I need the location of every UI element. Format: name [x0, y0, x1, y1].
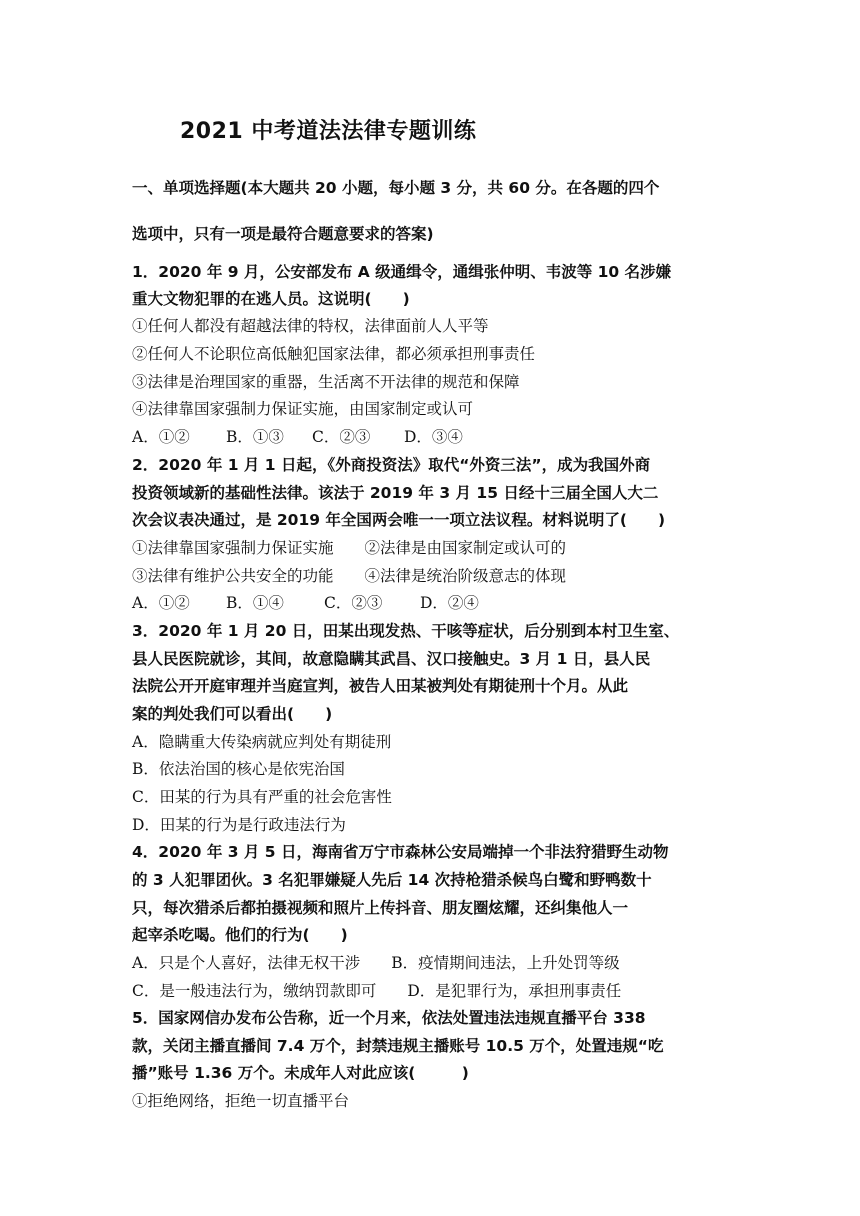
question-3-option-a: A．隐瞒重大传染病就应判处有期徒刑: [132, 733, 392, 751]
question-1-choice-a: A．①②: [132, 428, 190, 446]
question-2-choice-b: B．①④: [226, 594, 284, 612]
question-2-stem-line-1: 2．2020 年 1 月 1 日起，《外商投资法》取代“外资三法”，成为我国外商: [132, 456, 651, 474]
question-3-option-b: B．依法治国的核心是依宪治国: [132, 760, 345, 778]
question-3-stem-line-1: 3．2020 年 1 月 20 日，田某出现发热、干咳等症状，后分别到本村卫生室、: [132, 622, 680, 640]
question-1-item-4: ④法律靠国家强制力保证实施，由国家制定或认可: [132, 400, 474, 418]
question-5-stem-line-1: 5．国家网信办发布公告称，近一个月来，依法处置违法违规直播平台 338: [132, 1009, 646, 1027]
question-1-choice-b: B．①③: [226, 428, 284, 446]
question-4-stem-line-2: 的 3 人犯罪团伙。3 名犯罪嫌疑人先后 14 次持枪猎杀候鸟白鹭和野鸭数十: [132, 871, 652, 889]
question-2-choice-a: A．①②: [132, 594, 190, 612]
question-2-stem-line-2: 投资领域新的基础性法律。该法于 2019 年 3 月 15 日经十三届全国人大二: [132, 484, 659, 502]
question-5-item-1: ①拒绝网络，拒绝一切直播平台: [132, 1092, 350, 1110]
question-2-choice-d: D．②④: [420, 594, 479, 612]
question-3-option-d: D．田某的行为是行政违法行为: [132, 816, 346, 834]
question-5-stem-line-3: 播”账号 1.36 万个。未成年人对此应该( ): [132, 1064, 469, 1082]
question-2-choices: [132, 593, 479, 613]
question-1-stem-line-2: 重大文物犯罪的在逃人员。这说明( ): [132, 290, 410, 308]
question-1-choices: [132, 427, 463, 447]
question-4-stem-line-4: 起宰杀吃喝。他们的行为( ): [132, 926, 348, 944]
question-4-stem-line-1: 4．2020 年 3 月 5 日，海南省万宁市森林公安局端掉一个非法狩猎野生动物: [132, 843, 669, 861]
question-3-option-c: C．田某的行为具有严重的社会危害性: [132, 788, 392, 806]
question-4-options-ab: A．只是个人喜好，法律无权干涉 B．疫情期间违法，上升处罚等级: [132, 954, 620, 972]
question-1-choice-d: D．③④: [404, 428, 463, 446]
question-2-stem-line-3: 次会议表决通过，是 2019 年全国两会唯一一项立法议程。材料说明了( ): [132, 511, 666, 529]
question-1-item-2: ②任何人不论职位高低触犯国家法律，都必须承担刑事责任: [132, 345, 536, 363]
question-2-item-1: ①法律靠国家强制力保证实施 ②法律是由国家制定或认可的: [132, 539, 567, 557]
section-heading-line-2: 选项中，只有一项是最符合题意要求的答案): [132, 225, 434, 243]
section-heading-line-1: 一、单项选择题(本大题共 20 小题，每小题 3 分，共 60 分。在各题的四个: [132, 179, 660, 197]
question-1-stem-line-1: 1．2020 年 9 月，公安部发布 A 级通缉令，通缉张仲明、韦波等 10 名涉嫌: [132, 263, 672, 281]
question-4-options-cd: C．是一般违法行为，缴纳罚款即可 D．是犯罪行为，承担刑事责任: [132, 982, 622, 1000]
question-3-stem-line-2: 县人民医院就诊，其间，故意隐瞒其武昌、汉口接触史。3 月 1 日，县人民: [132, 650, 651, 668]
question-1-item-3: ③法律是治理国家的重器，生活离不开法律的规范和保障: [132, 373, 520, 391]
document-title: 2021 中考道法法律专题训练: [180, 119, 477, 144]
question-5-stem-line-2: 款，关闭主播直播间 7.4 万个，封禁违规主播账号 10.5 万个，处置违规“吃: [132, 1037, 664, 1055]
question-3-stem-line-4: 案的判处我们可以看出( ): [132, 705, 333, 723]
question-4-stem-line-3: 只，每次猎杀后都拍摄视频和照片上传抖音、朋友圈炫耀，还纠集他人一: [132, 899, 629, 917]
question-1-item-1: ①任何人都没有超越法律的特权，法律面前人人平等: [132, 317, 489, 335]
question-3-stem-line-3: 法院公开开庭审理并当庭宣判，被告人田某被判处有期徒刑十个月。从此: [132, 677, 629, 695]
question-2-choice-c: C．②③: [324, 594, 383, 612]
question-1-choice-c: C．②③: [312, 428, 371, 446]
question-2-item-2: ③法律有维护公共安全的功能 ④法律是统治阶级意志的体现: [132, 567, 567, 585]
